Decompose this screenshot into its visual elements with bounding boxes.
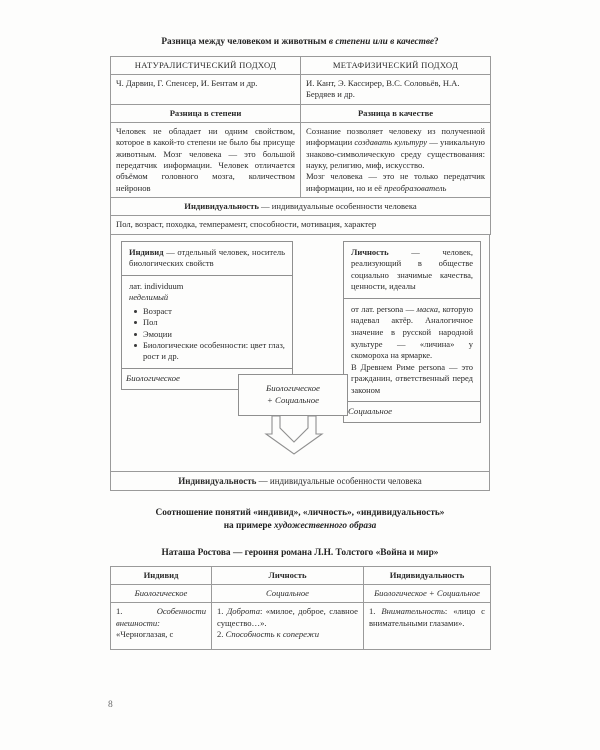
cell-individuality-italic: Внимательность [381,606,445,617]
metaphysical-body [301,122,491,197]
naturalistic-authors: Ч. Дарвин, Г. Спенсер, И. Бентам и др. [111,74,301,104]
individuality-result-def: — индивидуальные особенности человека [256,475,422,486]
personality-term: Личность [351,246,389,257]
table-row [111,585,491,603]
bio-social-line2: + Социальное [266,394,320,405]
section2-heading [110,507,490,534]
personality-p2: В Древнем Риме persona — это гражданин, ответственный перед законом [351,361,473,395]
difference-degree-header: Разница в степени [111,104,301,122]
individual-latin: лат. individuum [129,280,184,291]
metaphysical-authors: И. Кант, Э. Кассирер, В.С. Соловьёв, Н.А. Бердяев и др. [301,74,491,104]
metaphysical-body-p1-italic: создавать культуру [354,137,428,148]
personality-p1a: от лат. persona — [351,303,417,314]
col-header-individual: Индивид [111,566,212,584]
table-row [111,104,491,122]
cell-personality-num2: 2. [217,629,226,640]
personality-p1-italic: маска [416,303,438,314]
list-item: Пол [143,317,285,328]
personality-p1b: , которую надевал актёр. Аналогичное значение в русской народной культуре — «личина» у скомороха на ярмарке. [351,303,473,361]
individuality-result-band [110,472,490,491]
section2-subheading: Наташа Ростова — героиня романа Л.Н. Толстого «Война и мир» [161,547,439,558]
subheader-bio-social: Биологическое + Социальное [364,585,491,603]
individuality-traits: Пол, возраст, походка, темперамент, способности, мотивация, характер [111,216,491,234]
section2-heading-line2a: на примере [223,521,274,532]
col-header-individuality: Индивидуальность [364,566,491,584]
list-item: Биологические особенности: цвет глаз, рост и др. [143,339,285,362]
section2-heading-line1: Соотношение понятий «индивид», «личность», «индивидуальность» [155,507,445,518]
table-row [111,74,491,104]
cell-personality-content [212,603,364,650]
page-number: 8 [108,700,113,710]
individual-traits-list [129,306,285,363]
cell-personality-rest1: : «милое, доброе, славное существо…». [217,606,358,628]
page-title-prefix: Разница между человеком и животным [161,37,329,47]
table-row [111,603,491,650]
list-item: Эмоции [143,329,285,340]
cell-individuality-content [364,603,491,650]
individual-etymology [122,276,292,368]
section2-heading-line2-italic: художественного образа [274,521,377,532]
individual-latin-meaning: неделимый [129,292,169,303]
metaphysical-body-p1b: — уникальную знаково-символическую среду существования: науку, религию, миф, искусство. [306,137,485,170]
cell-personality-num1: 1. [217,606,227,617]
col-header-personality: Личность [212,566,364,584]
individuality-band-def: — индивидуальные особенности человека [258,200,417,211]
cell-personality-italic1: Доброта [226,606,261,617]
down-arrow-icon [244,416,344,456]
cell-personality-italic2: Способность к сопережи [225,629,320,640]
cell-individual-italic: Особенности внешности: [116,606,206,628]
down-arrow-svg [244,416,344,456]
personality-etymology [344,299,480,401]
cell-individuality-rest: : «лицо с внимательными глазами». [369,606,485,628]
table-row [111,56,491,74]
naturalistic-body: Человек не обладает ни одним свойством, которое в какой-то степени не было бы присуще животным. Мозг человека — это большой передатчик информации. Человек отличается объёмом головного мозга, количеством нейронов [111,122,301,197]
metaphysical-body-p2-italic: преобразователь [384,182,447,193]
personality-term-def: — человек, реализующий в обществе социально значимые качества, ценности, идеалы [351,246,473,292]
cell-individuality-num: 1. [369,606,382,617]
subheader-social: Социальное [212,585,364,603]
list-item: Возраст [143,306,285,317]
individuality-result-term: Индивидуальность [178,475,257,486]
personality-box [343,241,481,424]
page-title-italic: в степени или в качестве [328,37,435,47]
table-row [111,566,491,584]
bio-social-line1: Биологическое [266,382,320,393]
difference-quality-header: Разница в качестве [301,104,491,122]
individual-term: Индивид [129,246,164,257]
individual-footer: Биологическое [122,368,292,389]
natasha-rostova-table [110,566,491,651]
individuality-band [111,197,491,215]
table-row [111,122,491,197]
page-title-suffix: ? [434,37,439,47]
personality-definition [344,242,480,299]
page-title [110,36,490,49]
individual-definition [122,242,292,276]
metaphysical-body-p2a: Мозг человека — это не только передатчик информации, но и её [306,171,485,193]
subheader-biological: Биологическое [111,585,212,603]
metaphysical-body-p1a: Сознание позволяет человеку из полученной информации [306,125,485,148]
approaches-table [110,56,491,235]
page-content [110,36,490,650]
naturalistic-approach-header: НАТУРАЛИСТИЧЕСКИЙ ПОДХОД [111,56,301,74]
metaphysical-approach-header: МЕТАФИЗИЧЕСКИЙ ПОДХОД [301,56,491,74]
table-row [111,216,491,234]
cell-individual-content [111,603,212,650]
individual-term-def: — отдельный человек, носитель биологических свойств [129,246,285,269]
concept-diagram [110,235,490,472]
cell-individual-rest: «Черноглазая, с [116,629,174,640]
table-row [111,197,491,215]
individuality-band-term: Индивидуальность [184,200,259,211]
personality-footer: Социальное [344,401,480,422]
individual-box [121,241,293,390]
cell-individual-num: 1. [116,606,157,617]
bio-social-box [238,374,348,416]
